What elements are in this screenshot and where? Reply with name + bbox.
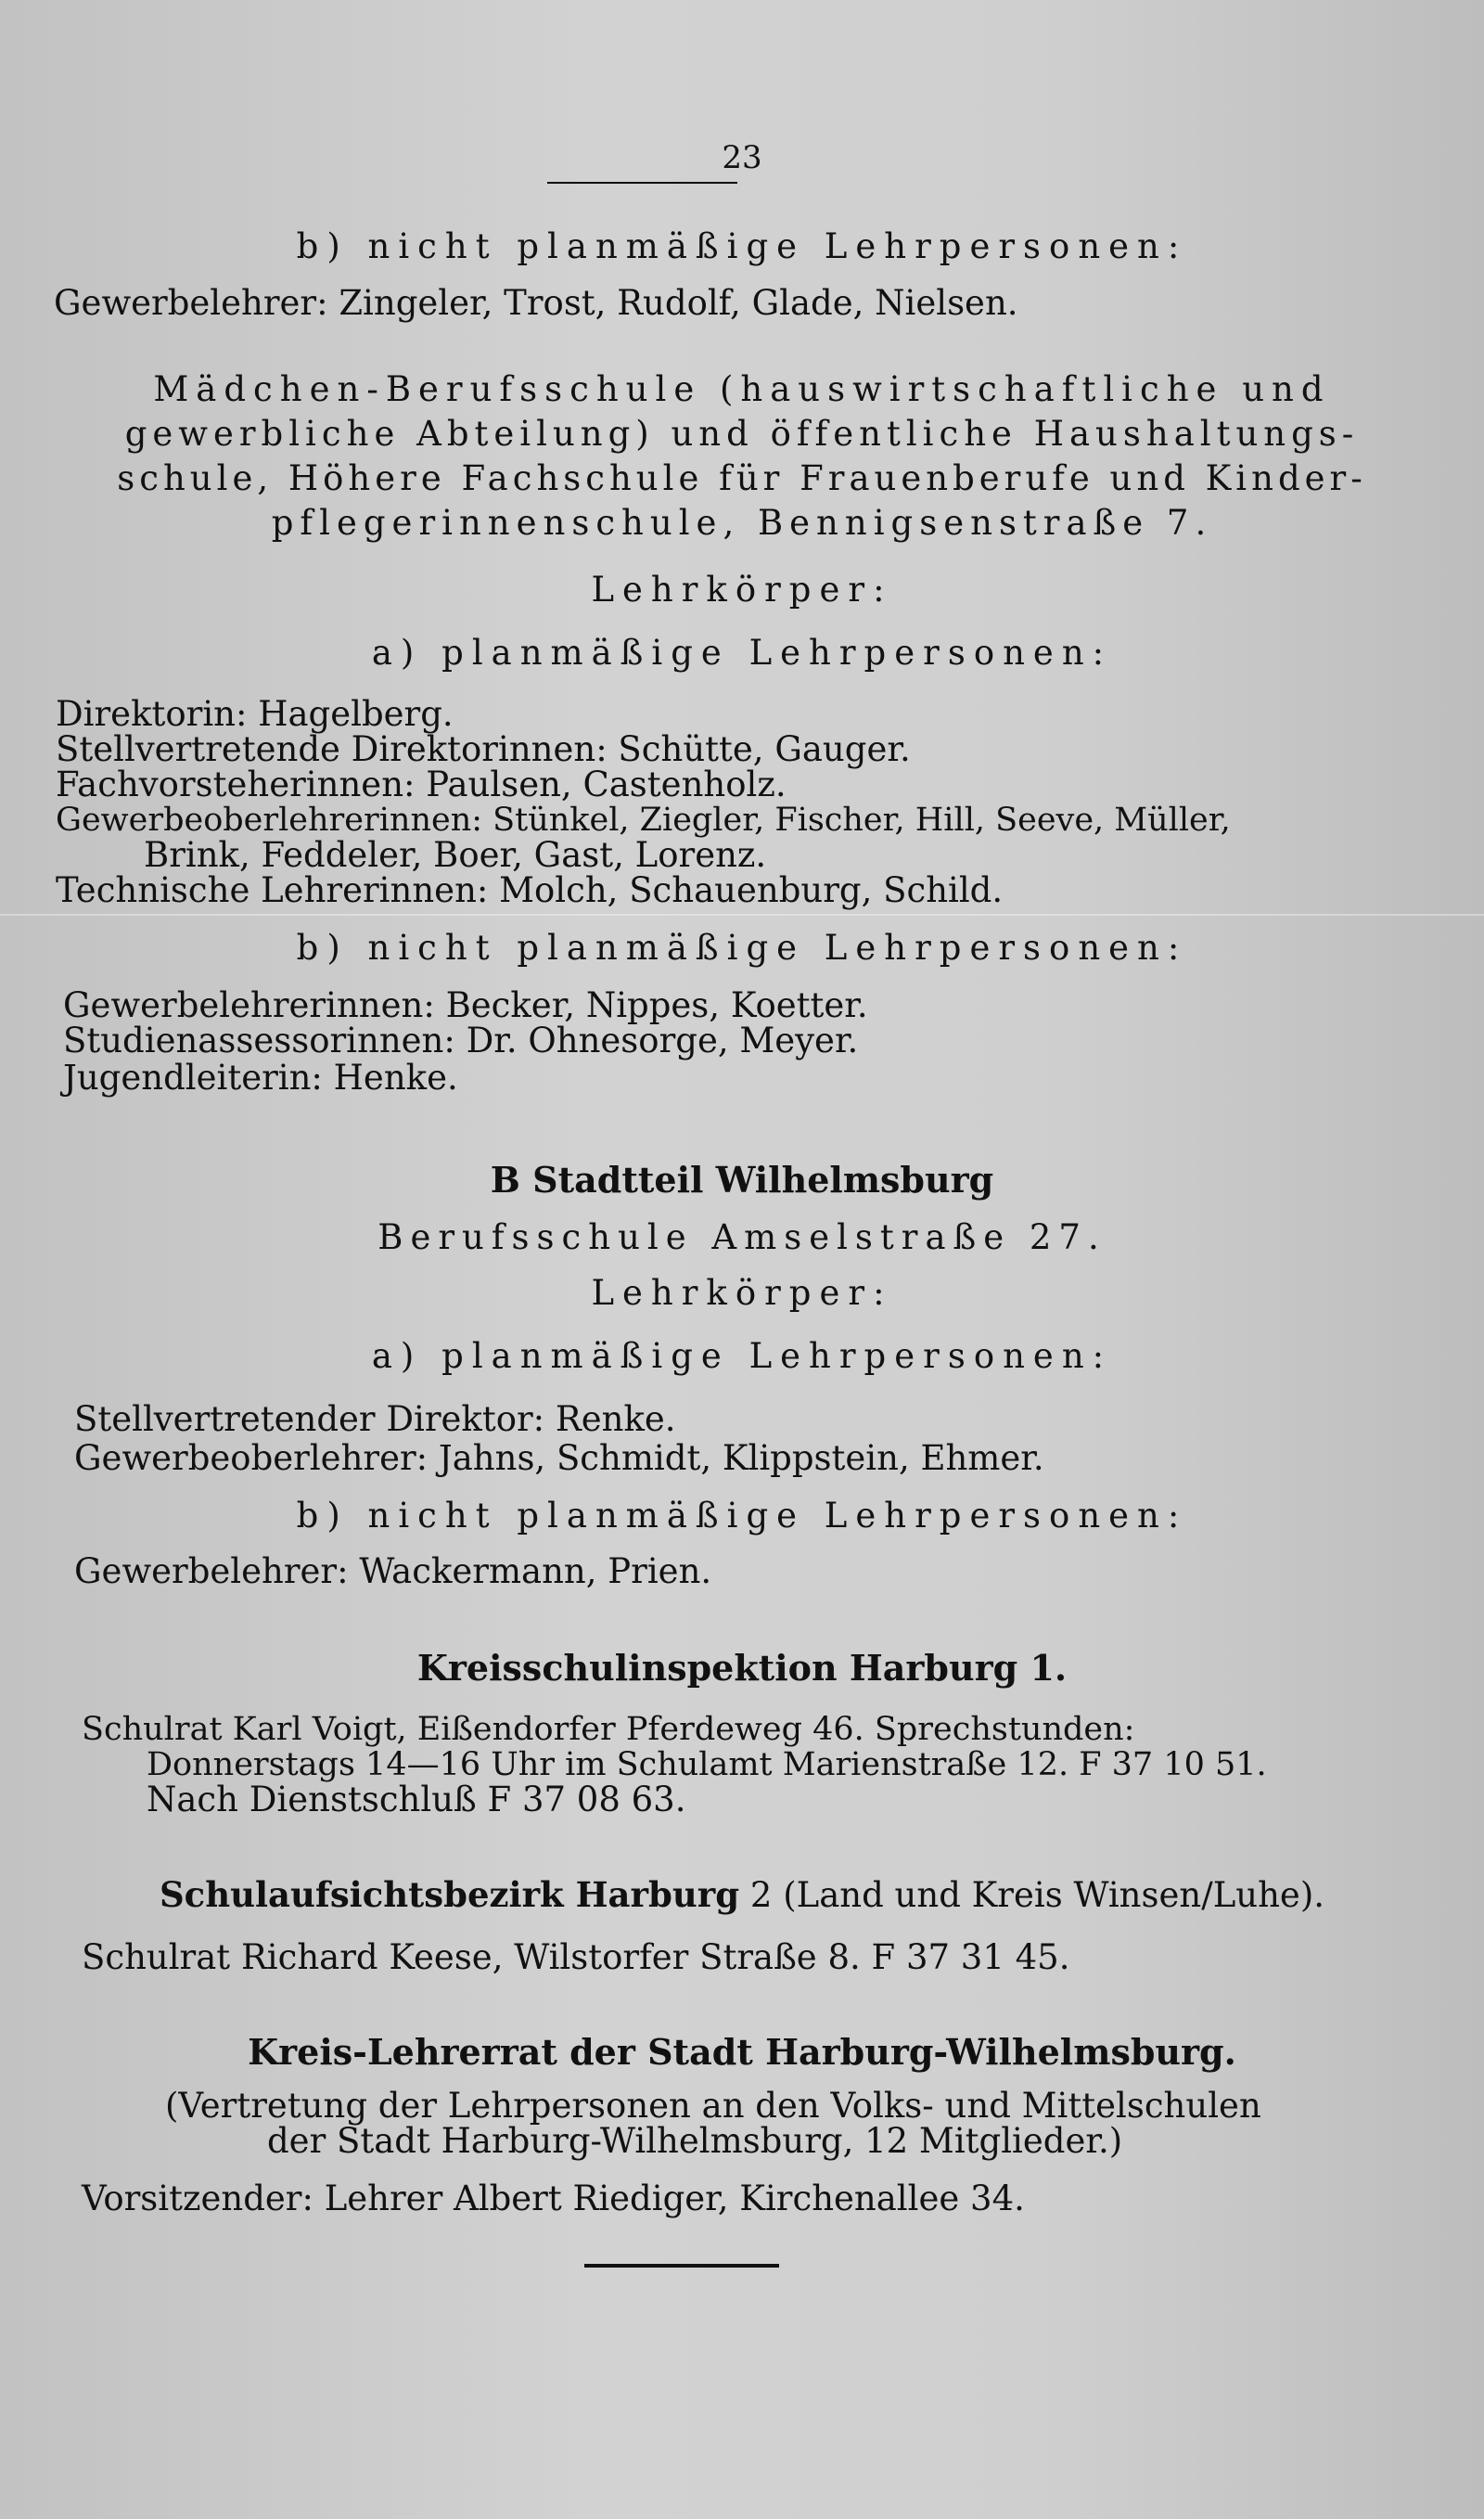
closing-rule (584, 2264, 779, 2268)
staff-line: Stellvertretender Direktor: Renke. (74, 1399, 676, 1439)
lehrerrat-paren-line: (Vertretung der Lehrpersonen an den Volks- und Mittelschulen (165, 2086, 1261, 2126)
schulrat-line: Donnerstags 14—16 Uhr im Schulamt Marienstraße 12. F 37 10 51. (147, 1746, 1267, 1783)
staff-line: Brink, Feddeler, Boer, Gast, Lorenz. (144, 835, 767, 875)
berufsschule-heading: Berufsschule Amselstraße 27. (377, 1217, 1107, 1257)
page-number: 23 (722, 139, 762, 176)
heading-nicht-planmaessig-1: b) nicht planmäßige Lehrpersonen: (296, 226, 1188, 266)
lehrerrat-paren-line: der Stadt Harburg-Wilhelmsburg, 12 Mitglieder.) (267, 2121, 1123, 2161)
schulrat-line: Nach Dienstschluß F 37 08 63. (147, 1780, 686, 1819)
staff-line: Fachvorsteherinnen: Paulsen, Castenholz. (56, 765, 787, 804)
heading-planmaessig-2: a) planmäßige Lehrpersonen: (371, 1336, 1113, 1376)
schulrat-line: Schulrat Karl Voigt, Eißendorfer Pferdeweg 46. Sprechstunden: (82, 1711, 1135, 1748)
school-title-line-4: pflegerinnenschule, Bennigsenstraße 7. (271, 503, 1213, 543)
heading-nicht-planmaessig-3: b) nicht planmäßige Lehrpersonen: (296, 1496, 1188, 1536)
staff-line: Gewerbelehrer: Wackermann, Prien. (74, 1551, 712, 1591)
schulaufsichtsbezirk-heading (0, 1874, 1484, 1916)
kreisschulinspektion-heading: Kreisschulinspektion Harburg 1. (416, 1647, 1068, 1689)
stadtteil-heading: B Stadtteil Wilhelmsburg (490, 1159, 994, 1201)
page-number-rule (547, 182, 737, 184)
staff-line: Studienassessorinnen: Dr. Ohnesorge, Meyer. (63, 1021, 859, 1060)
schulrat-line: Schulrat Richard Keese, Wilstorfer Straße 8. F 37 31 45. (82, 1937, 1070, 1977)
school-title-line-3: schule, Höhere Fachschule für Frauenberufe und Kinder- (117, 458, 1367, 498)
staff-line: Gewerbeoberlehrer: Jahns, Schmidt, Klippstein, Ehmer. (74, 1438, 1044, 1478)
staff-line: Direktorin: Hagelberg. (56, 694, 454, 734)
schulaufsichtsbezirk-detail: 2 (Land und Kreis Winsen/Luhe). (739, 1875, 1325, 1915)
kreis-lehrerrat-heading: Kreis-Lehrerrat der Stadt Harburg-Wilhelmsburg. (248, 2031, 1236, 2073)
lehrkoerper-heading-1: Lehrkörper: (591, 570, 893, 610)
heading-nicht-planmaessig-2: b) nicht planmäßige Lehrpersonen: (296, 928, 1188, 968)
staff-line: Stellvertretende Direktorinnen: Schütte, Gauger. (56, 729, 911, 769)
page-fold (0, 914, 1484, 916)
staff-line: Gewerbeoberlehrerinnen: Stünkel, Ziegler, Fischer, Hill, Seeve, Müller, (56, 802, 1231, 839)
staff-line: Jugendleiterin: Henke. (63, 1058, 458, 1098)
school-title-line-2: gewerbliche Abteilung) und öffentliche Haushaltungs- (124, 414, 1360, 454)
staff-line: Gewerbelehrerinnen: Becker, Nippes, Koetter. (63, 985, 868, 1025)
heading-planmaessig-1: a) planmäßige Lehrpersonen: (371, 633, 1113, 673)
lehrkoerper-heading-2: Lehrkörper: (591, 1273, 893, 1313)
school-title-line-1: Mädchen-Berufsschule (hauswirtschaftliche und (153, 369, 1331, 409)
schulaufsichtsbezirk-title: Schulaufsichtsbezirk Harburg (159, 1874, 740, 1915)
gewerbelehrer-line-1: Gewerbelehrer: Zingeler, Trost, Rudolf, Glade, Nielsen. (54, 283, 1018, 323)
staff-line: Technische Lehrerinnen: Molch, Schauenburg, Schild. (56, 870, 1004, 910)
vorsitzender-line: Vorsitzender: Lehrer Albert Riediger, Kirchenallee 34. (82, 2178, 1025, 2218)
